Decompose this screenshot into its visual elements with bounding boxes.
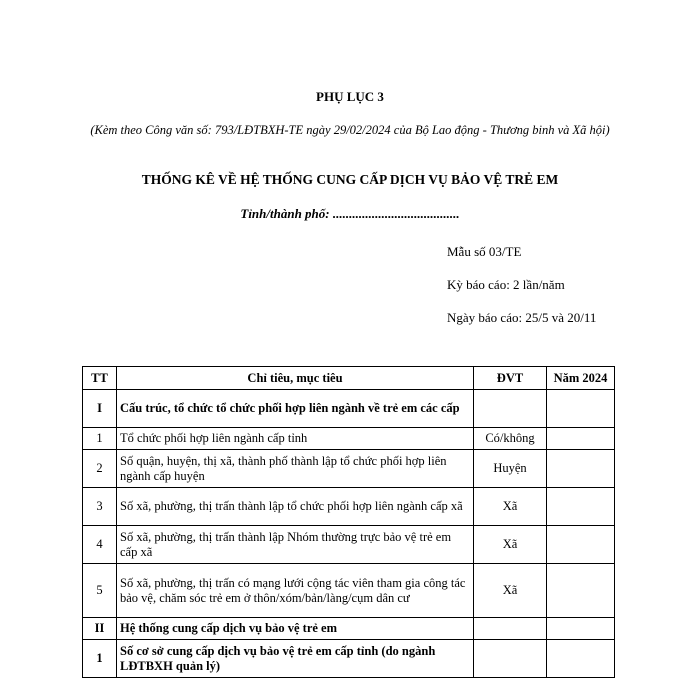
row-nam (547, 488, 615, 526)
row-dvt (474, 390, 547, 428)
report-date: Ngày báo cáo: 25/5 và 20/11 (447, 310, 597, 325)
header-tt: TT (83, 367, 117, 390)
row-chi-tieu: Tổ chức phối hợp liên ngành cấp tỉnh (117, 428, 474, 450)
row-tt: 5 (83, 564, 117, 618)
row-dvt: Xã (474, 526, 547, 564)
row-chi-tieu: Cấu trúc, tổ chức tổ chức phối hợp liên ngành về trẻ em các cấp (117, 390, 474, 428)
table-row (83, 564, 615, 618)
statistics-table (82, 366, 615, 678)
form-number: Mẫu số 03/TE (447, 244, 522, 259)
row-tt: II (83, 618, 117, 640)
row-nam (547, 640, 615, 678)
row-chi-tieu: Số xã, phường, thị trấn thành lập Nhóm thường trực bảo vệ trẻ em cấp xã (117, 526, 474, 564)
row-nam (547, 618, 615, 640)
row-nam (547, 450, 615, 488)
row-dvt (474, 618, 547, 640)
appendix-title: PHỤ LỤC 3 (316, 89, 384, 104)
row-dvt: Có/không (474, 428, 547, 450)
table-row (83, 488, 615, 526)
table-row (83, 640, 615, 678)
row-tt: 1 (83, 428, 117, 450)
row-chi-tieu: Số xã, phường, thị trấn thành lập tổ chức phối hợp liên ngành cấp xã (117, 488, 474, 526)
row-nam (547, 564, 615, 618)
table-row (83, 526, 615, 564)
table-row (83, 450, 615, 488)
province-line: Tỉnh/thành phố: ....................................... (240, 206, 460, 221)
report-heading: THỐNG KÊ VỀ HỆ THỐNG CUNG CẤP DỊCH VỤ BẢO VỆ TRẺ EM (141, 172, 559, 187)
row-nam (547, 390, 615, 428)
row-nam (547, 428, 615, 450)
row-dvt (474, 640, 547, 678)
table-row (83, 390, 615, 428)
header-dvt: ĐVT (474, 367, 547, 390)
table-header-row (83, 367, 615, 390)
row-dvt: Huyện (474, 450, 547, 488)
row-chi-tieu: Số quận, huyện, thị xã, thành phố thành lập tổ chức phối hợp liên ngành cấp huyện (117, 450, 474, 488)
row-chi-tieu: Số xã, phường, thị trấn có mạng lưới cộng tác viên tham gia công tác bảo vệ, chăm sóc trẻ em ở thôn/xóm/bản/làng/cụm dân cư (117, 564, 474, 618)
document-subtitle: (Kèm theo Công văn số: 793/LĐTBXH-TE ngày 29/02/2024 của Bộ Lao động - Thương binh và Xã hội) (90, 123, 610, 137)
row-tt: 4 (83, 526, 117, 564)
report-period: Kỳ báo cáo: 2 lần/năm (447, 277, 565, 292)
header-chi-tieu: Chỉ tiêu, mục tiêu (117, 367, 474, 390)
row-tt: 3 (83, 488, 117, 526)
row-tt: 1 (83, 640, 117, 678)
header-nam: Năm 2024 (547, 367, 615, 390)
row-tt: I (83, 390, 117, 428)
row-chi-tieu: Số cơ sở cung cấp dịch vụ bảo vệ trẻ em cấp tỉnh (do ngành LĐTBXH quản lý) (117, 640, 474, 678)
row-chi-tieu: Hệ thống cung cấp dịch vụ bảo vệ trẻ em (117, 618, 474, 640)
table-row (83, 618, 615, 640)
row-nam (547, 526, 615, 564)
row-tt: 2 (83, 450, 117, 488)
row-dvt: Xã (474, 564, 547, 618)
table-row (83, 428, 615, 450)
row-dvt: Xã (474, 488, 547, 526)
